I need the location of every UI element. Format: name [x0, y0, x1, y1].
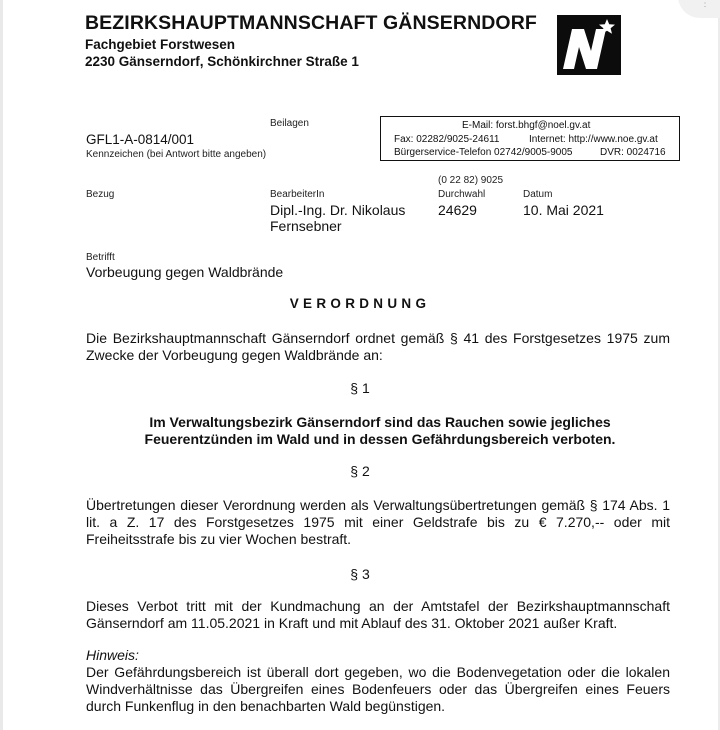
bearbeiter-name-line1: Dipl.-Ing. Dr. Nikolaus [270, 202, 406, 218]
reference-number: GFL1-A-0814/001 [86, 132, 195, 147]
section-1-title: § 1 [350, 380, 370, 396]
beilagen-label: Beilagen [270, 118, 309, 129]
subject-text: Vorbeugung gegen Waldbrände [86, 264, 284, 280]
document-heading: VERORDNUNG [289, 296, 431, 311]
corner-overlay-button[interactable] [678, 0, 720, 18]
datum-value: 10. Mai 2021 [523, 202, 604, 218]
contact-email: E-Mail: forst.bhgf@noel.gv.at [462, 120, 591, 131]
hint-text: Der Gefährdungsbereich ist überall dort gegeben, wo die Bodenvegetation oder die lokalen Windverhältnisse das Übergreifen eines Bodenfeuers oder das Übergreifen eines Feuers durch Funkenflug in den benachbarten Wald begünstigen. [86, 664, 670, 714]
section-3-title: § 3 [350, 566, 370, 582]
contact-box [380, 116, 680, 161]
bearbeiter-name-line2: Fernsebner [270, 218, 342, 234]
reference-hint: Kennzeichen (bei Antwort bitte angeben) [86, 149, 267, 160]
hint-label: Hinweis: [86, 647, 139, 663]
page-left-edge [0, 0, 3, 730]
contact-fax: Fax: 02282/9025-24611 [394, 134, 500, 145]
department-name: Fachgebiet Forstwesen [85, 37, 236, 52]
organization-address: 2230 Gänserndorf, Schönkirchner Straße 1 [85, 54, 359, 69]
datum-label: Datum [523, 189, 553, 200]
bezug-label: Bezug [86, 189, 115, 200]
organization-name: BEZIRKSHAUPTMANNSCHAFT GÄNSERNDORF [85, 12, 537, 34]
section-1-text: Im Verwaltungsbezirk Gänserndorf sind das Rauchen sowie jegliches Feuerentzünden im Wald und in dessen Gefährdungsbereich verboten. [144, 414, 616, 447]
section-2-title: § 2 [350, 463, 370, 479]
more-icon: ⋮ [700, 0, 710, 9]
betrifft-label: Betrifft [86, 252, 115, 263]
phone-prefix: (0 22 82) 9025 [438, 175, 504, 186]
section-2-text: Übertretungen dieser Verordnung werden als Verwaltungsübertretungen gemäß § 174 Abs. 1 lit. a Z. 17 des Forstgesetzes 1975 mit einer Geldstrafe bis zu € 7.270,-- oder mit Freiheitsstrafe bis zu vier Wochen bestraft. [86, 497, 670, 547]
section-3-text: Dieses Verbot tritt mit der Kundmachung an der Amtstafel der Bezirkshauptmannschaft Gänserndorf am 11.05.2021 in Kraft und mit Ablauf des 31. Oktober 2021 außer Kraft. [86, 598, 670, 631]
durchwahl-label: Durchwahl [438, 189, 486, 200]
intro-paragraph: Die Bezirkshauptmannschaft Gänserndorf ordnet gemäß § 41 des Forstgesetzes 1975 zum Zwecke der Vorbeugung gegen Waldbrände an: [86, 330, 670, 363]
noe-logo-icon [557, 15, 621, 75]
contact-service-phone: Bürgerservice-Telefon 02742/9005-9005 [394, 147, 573, 158]
contact-dvr: DVR: 0024716 [600, 147, 666, 158]
contact-internet: Internet: http://www.noe.gv.at [529, 134, 658, 145]
bearbeiter-label: BearbeiterIn [270, 189, 325, 200]
durchwahl-value: 24629 [438, 202, 477, 218]
